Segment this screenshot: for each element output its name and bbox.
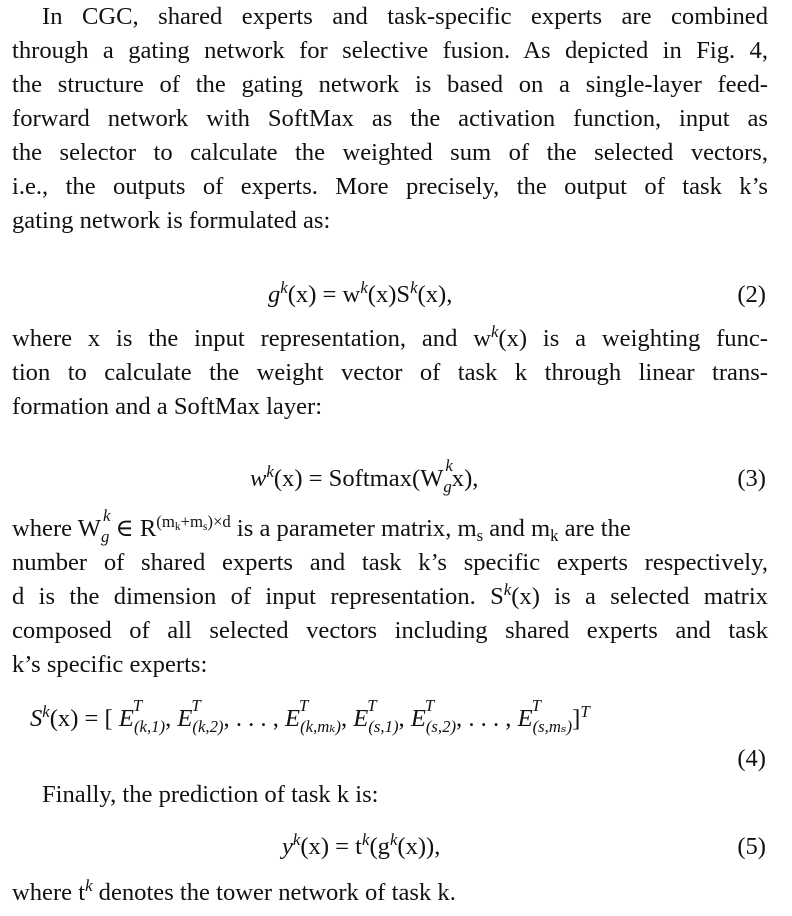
p5-c: denotes the tower network of task k. — [98, 879, 456, 906]
p3-dim-b: +m — [180, 511, 203, 531]
eq5-k2: k — [362, 829, 370, 849]
paragraph-1-line-5: the selector to calculate the weighted sum of the selected vectors, — [12, 139, 768, 166]
paragraph-2-line-1 — [12, 321, 768, 354]
eq4-term-3: E T $_{(k,m_k)}$ — [285, 696, 341, 736]
eq4-s-k: k — [42, 701, 50, 721]
p3-g: g — [101, 527, 110, 546]
paragraph-1-line-4: forward network with SoftMax as the activation function, input as — [12, 105, 768, 132]
p3-l3-a: d is the dimension of input representation. S — [12, 583, 504, 610]
eq2-k1: k — [280, 277, 288, 297]
eq5-part-d: (x)), — [397, 833, 441, 860]
paragraph-3-line-3 — [12, 579, 768, 612]
paragraph-1-line-3: the structure of the gating network is based on a single-layer feed- — [12, 71, 768, 98]
paragraph-3-line-1 — [12, 506, 768, 546]
eq5-k3: k — [389, 829, 398, 849]
eq2-k2: k — [360, 277, 368, 297]
p3-dim-a: (m — [156, 511, 175, 531]
p3-dim-c: )×d — [207, 511, 231, 531]
eq4-dots-2: . . . , — [468, 705, 512, 732]
paragraph-3-line-4: composed of all selected vectors including shared experts and task — [12, 617, 768, 644]
p2-l1-c: (x) is a weighting func- — [498, 325, 768, 352]
p5-k: k — [85, 875, 93, 895]
eq4-dots-1: . . . , — [235, 705, 279, 732]
p3-where-w: where W — [12, 515, 101, 542]
eq2-part-d: (x), — [417, 281, 453, 308]
p2-l1-k: k — [490, 321, 499, 341]
eq4-eq: (x) = [ — [49, 705, 113, 732]
eq4-close-t: T — [580, 701, 590, 721]
eq5-y: y — [282, 833, 293, 860]
p3-ms: s — [476, 526, 484, 546]
paragraph-1-line-1: In CGC, shared experts and task-specific experts are combined — [42, 3, 768, 30]
eq3-wgk — [443, 456, 453, 496]
paragraph-2-line-3: formation and a SoftMax layer: — [12, 393, 323, 420]
p3-k: k — [103, 506, 111, 525]
equation-5-number: (5) — [737, 833, 766, 860]
p5-a: where t — [12, 879, 86, 906]
eq4-s: S — [30, 705, 43, 732]
eq5-part-c: (g — [369, 833, 390, 860]
p3-l3-c: (x) is a selected matrix — [511, 583, 768, 610]
p3-dim-s: s — [202, 521, 208, 534]
paragraph-3-line-5: k’s specific experts: — [12, 651, 208, 678]
paragraph-1-line-7: gating network is formulated as: — [12, 207, 331, 234]
eq3-w: w — [250, 465, 267, 492]
p3-dim-k: k — [174, 521, 181, 534]
equation-3 — [250, 456, 479, 496]
paragraph-3-line-2: number of shared experts and task k’s specific experts respectively, — [12, 549, 768, 576]
eq2-k3: k — [410, 277, 418, 297]
paragraph-4: Finally, the prediction of task k is: — [42, 781, 379, 808]
eq3-part-b: (x) = Softmax(W — [273, 465, 444, 492]
paragraph-2-line-2: tion to calculate the weight vector of task k through linear trans- — [12, 359, 768, 386]
eq4-term-1: E T $_{(k,1)}$ — [118, 696, 166, 736]
paragraph-5 — [12, 875, 456, 908]
eq3-k1: k — [266, 461, 274, 481]
eq2-g: g — [268, 281, 281, 308]
p2-l1-a: where x is the input representation, and w — [12, 325, 491, 352]
equation-2 — [268, 277, 453, 310]
p3-wgk — [101, 506, 111, 546]
equation-2-number: (2) — [737, 281, 766, 308]
eq2-part-c: (x)S — [367, 281, 411, 308]
equation-3-number: (3) — [737, 465, 766, 492]
eq4-term-4: E T $_{(s,1)}$ — [353, 696, 399, 736]
p3-and-m: and m — [489, 515, 551, 542]
eq3-k2: k — [445, 456, 453, 475]
p3-mk: k — [550, 526, 559, 546]
eq4-term-2: E T $_{(k,2)}$ — [177, 696, 224, 736]
paragraph-1-line-2: through a gating network for selective fusion. As depicted in Fig. 4, — [12, 37, 768, 64]
eq4-term-5: E T $_{(s,2)}$ — [410, 696, 457, 736]
p3-in-r: ∈ R — [115, 515, 157, 542]
eq3-g: g — [443, 477, 452, 496]
equation-5 — [282, 829, 441, 862]
p3-l3-k: k — [503, 579, 512, 599]
eq5-part-b: (x) = t — [300, 833, 363, 860]
eq5-k1: k — [292, 829, 301, 849]
equation-4: $S^k(x)$ = [ E T $_{(k,1)}$, E T $_{(k,2)}$, . . . , E T $_{(k,m_k)}$, E T $_{(s,1)}$, E T $_{(s,2)}$, . . . , E T $_{(s,m_s)}$]$^T$ — [30, 696, 590, 736]
p3-param: is a parameter matrix, m — [236, 515, 477, 542]
p3-are-the: are the — [564, 515, 631, 542]
eq3-part-c: x), — [451, 465, 479, 492]
paragraph-1-line-6: i.e., the outputs of experts. More precisely, the output of task k’s — [12, 173, 768, 200]
eq4-close: ] — [572, 705, 581, 732]
eq4-term-6: E T $_{(s,m_s)}$ — [517, 696, 573, 736]
eq2-part-b: (x) = w — [287, 281, 361, 308]
equation-4-number: (4) — [737, 745, 766, 772]
